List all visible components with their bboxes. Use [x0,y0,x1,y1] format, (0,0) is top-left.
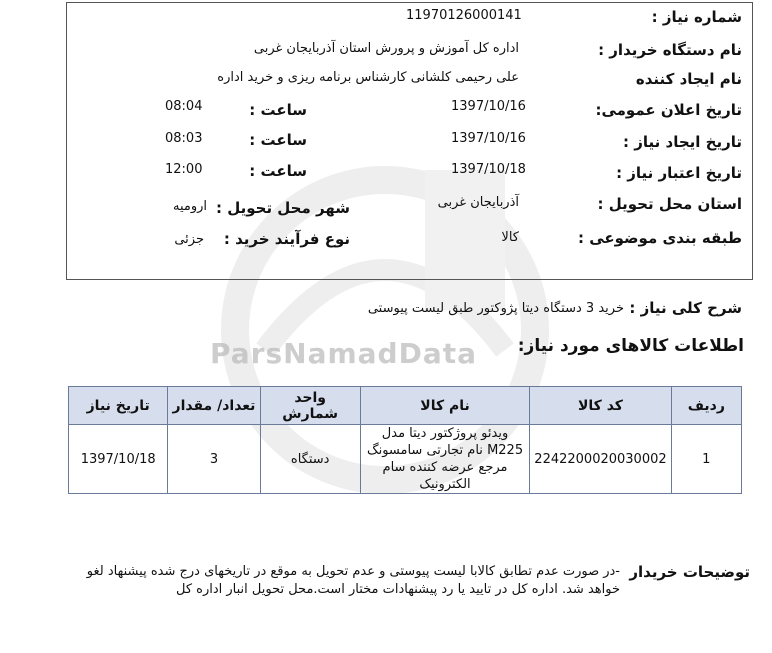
cell-row-number: 1 [671,425,741,494]
buyer-notes-label: توضیحات خریدار [629,563,750,581]
need-validity-date: 1397/10/18 [451,162,526,177]
buyer-org-value: اداره کل آموزش و پرورش استان آذربایجان غربی [253,41,519,56]
table-row [69,425,742,494]
need-validity-time: 12:00 [165,162,203,177]
col-header-date: تاریخ نیاز [69,387,168,425]
creator-label: نام ایجاد کننده [635,70,742,88]
public-announce-label: تاریخ اعلان عمومی: [595,101,742,119]
public-announce-date: 1397/10/16 [451,99,526,114]
creator-value: علی رحیمی کلشانی کارشناس برنامه ریزی و خرید اداره [217,70,519,85]
buyer-notes-text: -در صورت عدم تطابق کالابا لیست پیوستی و عدم تحویل به موقع در تاریخهای درج شده پیشنهاد لغو خواهد شد. اداره کل در تایید یا رد پیشنهادات مختار است.محل تحویل انبار اداره کل [86,564,620,597]
need-created-time-label: ساعت : [249,131,307,149]
need-created-time: 08:03 [165,131,203,146]
need-validity-time-label: ساعت : [249,162,307,180]
cell-goods-name: ویدئو پروژکتور دیتا مدل M225 نام تجارتی سامسونگ مرجع عرضه کننده سام الکترونیک [360,425,530,494]
goods-table [68,386,742,494]
process-type-value: جزئی [174,232,204,247]
general-description-label: شرح کلی نیاز : [629,299,742,317]
col-header-name: نام کالا [360,387,530,425]
buyer-org-label: نام دستگاه خریدار : [598,41,742,59]
cell-need-date: 1397/10/18 [69,425,168,494]
need-created-date: 1397/10/16 [451,131,526,146]
goods-table-header-row [69,387,742,425]
need-number-value: 11970126000141 [406,8,522,23]
need-validity-label: تاریخ اعتبار نیاز : [616,164,742,182]
goods-section-title: اطلاعات کالاهای مورد نیاز: [517,336,744,356]
process-type-label: نوع فرآیند خرید : [223,230,350,248]
cell-unit: دستگاه [260,425,360,494]
category-label: طبقه بندی موضوعی : [578,229,742,247]
delivery-city-value: ارومیه [172,199,207,214]
cell-quantity: 3 [168,425,260,494]
public-announce-time-label: ساعت : [249,101,307,119]
delivery-city-label: شهر محل تحویل : [215,199,350,217]
watermark-text: ParsNamadData [210,337,477,370]
public-announce-time: 08:04 [165,99,203,114]
category-value: کالا [501,230,519,245]
need-created-label: تاریخ ایجاد نیاز : [623,133,742,151]
delivery-province-value: آذربایجان غربی [437,195,519,210]
col-header-row: ردیف [671,387,741,425]
need-number-label: شماره نیاز : [651,8,742,26]
general-description-value: خرید 3 دستگاه دیتا پژوکتور طبق لیست پیوستی [367,301,624,316]
col-header-quantity: تعداد/ مقدار [168,387,260,425]
delivery-province-label: استان محل تحویل : [597,195,742,213]
col-header-code: کد کالا [530,387,671,425]
col-header-unit: واحد شمارش [260,387,360,425]
cell-goods-code: 2242200020030002 [530,425,671,494]
